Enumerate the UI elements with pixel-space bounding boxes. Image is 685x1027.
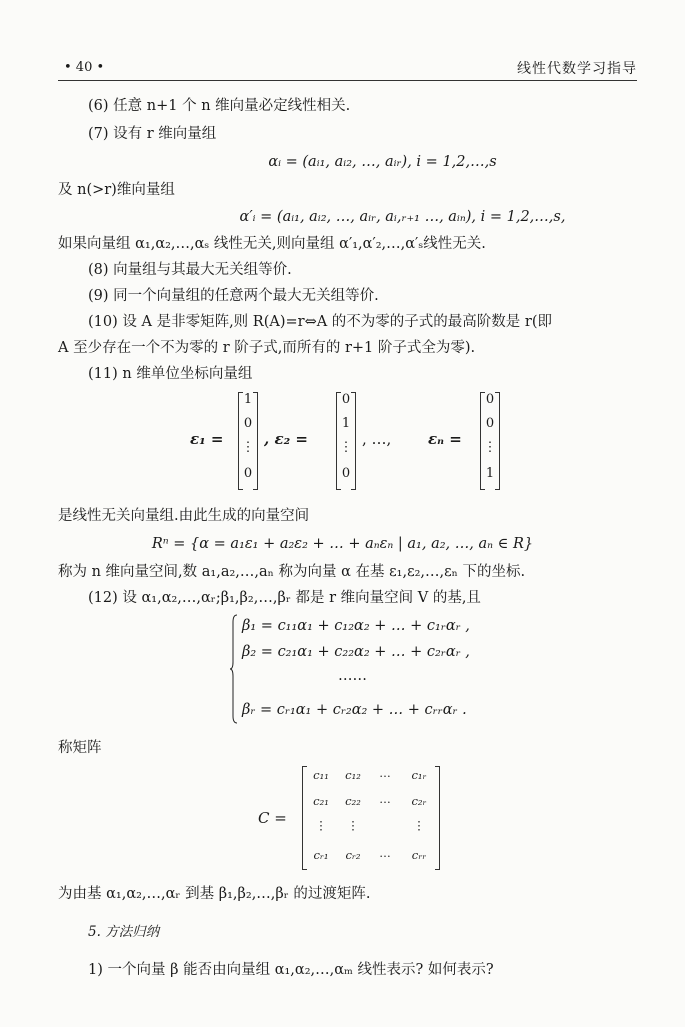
matrix-cell: …: [379, 846, 391, 860]
matrix-cell: c₁₁: [313, 768, 329, 782]
equation-alpha-i: αᵢ = (aᵢ₁, aᵢ₂, …, aᵢᵣ), i = 1,2,…,s: [268, 154, 497, 170]
section-5-question-1: 1) 一个向量 β 能否由向量组 α₁,α₂,…,αₘ 线性表示? 如何表示?: [88, 962, 494, 978]
matrix-cell: c₁₂: [345, 768, 361, 782]
book-title: 线性代数学习指导: [517, 61, 637, 77]
e2-cell: 0: [341, 466, 351, 481]
transition-matrix: [302, 766, 440, 870]
system-row-1: β₁ = c₁₁α₁ + c₁₂α₂ + … + c₁ᵣαᵣ ,: [242, 618, 470, 634]
item-10-cont: A 至少存在一个不为零的 r 阶子式,而所有的 r+1 阶子式全为零).: [58, 340, 476, 356]
item-12: (12) 设 α₁,α₂,…,αᵣ;β₁,β₂,…,βᵣ 都是 r 维向量空间 V 的基,且: [88, 590, 481, 606]
basis-system: [230, 614, 530, 726]
item-7-cont: 及 n(>r)维向量组: [58, 182, 175, 198]
matrix-cell: cᵣ₁: [313, 848, 329, 862]
matrix-cell: cᵣᵣ: [411, 848, 427, 862]
item-7: (7) 设有 r 维向量组: [88, 126, 217, 142]
item-11: (11) n 维单位坐标向量组: [88, 366, 253, 382]
en-cell: ⋮: [483, 440, 497, 455]
matrix-label: C =: [258, 809, 287, 827]
e2-cell: 0: [341, 392, 351, 407]
e1-cell: ⋮: [241, 440, 255, 455]
e1-label: ε₁ =: [190, 430, 224, 448]
matrix-cell: ⋮: [347, 818, 359, 832]
e2-cell: 1: [341, 416, 351, 431]
system-row-r: βᵣ = cᵣ₁α₁ + cᵣ₂α₂ + … + cᵣᵣαᵣ .: [242, 702, 467, 718]
en-cell: 1: [485, 466, 495, 481]
matrix-cell: …: [379, 792, 391, 806]
e1-vector: [238, 392, 258, 490]
en-vector: [480, 392, 500, 490]
item-8: (8) 向量组与其最大无关组等价.: [88, 262, 292, 278]
system-dots: ……: [338, 668, 367, 684]
item-11-conclusion: 称为 n 维向量空间,数 a₁,a₂,…,aₙ 称为向量 α 在基 ε₁,ε₂,…,εₙ 下的坐标.: [58, 564, 526, 580]
item-11-cont: 是线性无关向量组.由此生成的向量空间: [58, 508, 310, 524]
ellipsis-separator: , …,: [362, 430, 392, 448]
matrix-cell: c₁ᵣ: [411, 768, 427, 782]
page-number: • 40 •: [64, 60, 105, 75]
e1-cell: 0: [243, 466, 253, 481]
system-row-2: β₂ = c₂₁α₁ + c₂₂α₂ + … + c₂ᵣαᵣ ,: [242, 644, 470, 660]
item-6: (6) 任意 n+1 个 n 维向量必定线性相关.: [88, 98, 351, 114]
left-brace-icon: [230, 614, 238, 724]
item-12-conclusion: 为由基 α₁,α₂,…,αᵣ 到基 β₁,β₂,…,βᵣ 的过渡矩阵.: [58, 886, 371, 902]
matrix-cell: …: [379, 766, 391, 780]
section-5-heading: 5. 方法归纳: [88, 924, 160, 940]
item-10: (10) 设 A 是非零矩阵,则 R(A)=r⇔A 的不为零的子式的最高阶数是 r(即: [88, 314, 552, 330]
matrix-cell: cᵣ₂: [345, 848, 361, 862]
e1-cell: 1: [243, 392, 253, 407]
matrix-cell: c₂ᵣ: [411, 794, 427, 808]
page-header: [58, 56, 637, 81]
e2-label: , ε₂ =: [264, 430, 308, 448]
item-9: (9) 同一个向量组的任意两个最大无关组等价.: [88, 288, 379, 304]
e2-cell: ⋮: [339, 440, 353, 455]
equation-rn: Rⁿ = {α = a₁ε₁ + a₂ε₂ + … + aₙεₙ | a₁, a₂, …, aₙ ∈ R}: [151, 536, 534, 552]
matrix-cell: ⋮: [315, 818, 327, 832]
e2-vector: [336, 392, 356, 490]
matrix-cell: c₂₂: [345, 794, 361, 808]
item-7-conclusion: 如果向量组 α₁,α₂,…,αₛ 线性无关,则向量组 α′₁,α′₂,…,α′ₛ线性无关.: [58, 236, 486, 252]
equation-alpha-prime: α′ᵢ = (aᵢ₁, aᵢ₂, …, aᵢᵣ, aᵢ,ᵣ₊₁ …, aᵢₙ), i = 1,2,…,s,: [239, 209, 566, 225]
en-cell: 0: [485, 416, 495, 431]
matrix-cell: c₂₁: [313, 794, 329, 808]
matrix-cell: ⋮: [413, 818, 425, 832]
item-12-cont: 称矩阵: [58, 740, 102, 756]
en-label: εₙ =: [428, 430, 462, 448]
en-cell: 0: [485, 392, 495, 407]
unit-vectors: [0, 392, 685, 492]
e1-cell: 0: [243, 416, 253, 431]
